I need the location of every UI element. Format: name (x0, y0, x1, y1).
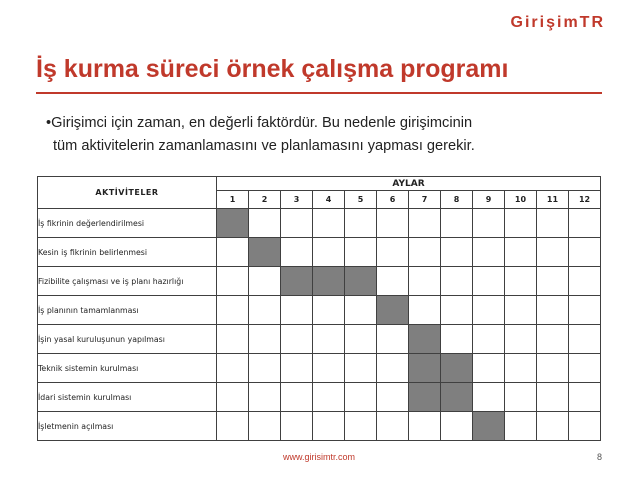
brand-logo-text: GirişimTR (510, 14, 605, 31)
table-row (38, 325, 601, 354)
gantt-empty-cell (569, 238, 601, 267)
gantt-empty-cell (537, 296, 569, 325)
activity-label: İdari sistemin kurulması (38, 383, 217, 412)
gantt-empty-cell (345, 354, 377, 383)
gantt-empty-cell (409, 238, 441, 267)
gantt-empty-cell (217, 383, 249, 412)
table-row (38, 267, 601, 296)
gantt-empty-cell (537, 238, 569, 267)
gantt-empty-cell (345, 383, 377, 412)
gantt-empty-cell (409, 209, 441, 238)
gantt-empty-cell (441, 296, 473, 325)
table-row (38, 238, 601, 267)
activity-label: İş planının tamamlanması (38, 296, 217, 325)
month-header-12: 12 (569, 191, 601, 209)
gantt-empty-cell (569, 296, 601, 325)
gantt-empty-cell (473, 267, 505, 296)
gantt-empty-cell (249, 325, 281, 354)
gantt-bar-cell (249, 238, 281, 267)
gantt-bar-cell (441, 354, 473, 383)
gantt-empty-cell (569, 209, 601, 238)
gantt-bar-cell (441, 383, 473, 412)
activities-header: AKTİVİTELER (38, 177, 217, 209)
month-header-8: 8 (441, 191, 473, 209)
gantt-empty-cell (377, 354, 409, 383)
gantt-empty-cell (505, 238, 537, 267)
gantt-empty-cell (441, 325, 473, 354)
gantt-empty-cell (505, 354, 537, 383)
gantt-empty-cell (377, 412, 409, 441)
gantt-empty-cell (377, 209, 409, 238)
gantt-empty-cell (537, 209, 569, 238)
table-row (38, 209, 601, 238)
activity-label: İş fikrinin değerlendirilmesi (38, 209, 217, 238)
gantt-empty-cell (313, 296, 345, 325)
gantt-empty-cell (441, 267, 473, 296)
gantt-bar-cell (217, 209, 249, 238)
activity-label: İşletmenin açılması (38, 412, 217, 441)
gantt-bar-cell (409, 325, 441, 354)
footer-url: www.girisimtr.com (282, 452, 355, 462)
gantt-empty-cell (313, 209, 345, 238)
gantt-empty-cell (409, 296, 441, 325)
gantt-empty-cell (345, 209, 377, 238)
gantt-empty-cell (217, 354, 249, 383)
month-header-2: 2 (249, 191, 281, 209)
gantt-empty-cell (409, 412, 441, 441)
gantt-empty-cell (281, 296, 313, 325)
slide-title: İş kurma süreci örnek çalışma programı (36, 55, 509, 83)
gantt-empty-cell (313, 325, 345, 354)
month-header-11: 11 (537, 191, 569, 209)
gantt-empty-cell (473, 209, 505, 238)
month-header-5: 5 (345, 191, 377, 209)
gantt-empty-cell (345, 325, 377, 354)
gantt-bar-cell (313, 267, 345, 296)
gantt-empty-cell (249, 412, 281, 441)
gantt-empty-cell (505, 296, 537, 325)
gantt-empty-cell (377, 325, 409, 354)
gantt-empty-cell (377, 238, 409, 267)
month-header-4: 4 (313, 191, 345, 209)
activity-label: İşin yasal kuruluşunun yapılması (38, 325, 217, 354)
gantt-empty-cell (377, 383, 409, 412)
page-number: 8 (596, 452, 602, 462)
month-header-9: 9 (473, 191, 505, 209)
month-header-1: 1 (217, 191, 249, 209)
gantt-empty-cell (249, 354, 281, 383)
gantt-bar-cell (281, 267, 313, 296)
gantt-empty-cell (313, 412, 345, 441)
gantt-empty-cell (537, 325, 569, 354)
bullet-line-2: tüm aktivitelerin zamanlamasını ve planlamasını yapması gerekir. (53, 138, 475, 154)
gantt-empty-cell (217, 296, 249, 325)
gantt-empty-cell (473, 354, 505, 383)
gantt-empty-cell (505, 209, 537, 238)
gantt-empty-cell (217, 267, 249, 296)
gantt-empty-cell (441, 412, 473, 441)
gantt-empty-cell (569, 325, 601, 354)
gantt-empty-cell (505, 383, 537, 412)
gantt-empty-cell (313, 238, 345, 267)
gantt-bar-cell (345, 267, 377, 296)
gantt-empty-cell (313, 354, 345, 383)
activity-label: Fizibilite çalışması ve iş planı hazırlığı (38, 267, 217, 296)
gantt-empty-cell (217, 325, 249, 354)
gantt-empty-cell (281, 238, 313, 267)
gantt-empty-cell (313, 383, 345, 412)
gantt-empty-cell (249, 267, 281, 296)
gantt-empty-cell (473, 383, 505, 412)
gantt-empty-cell (505, 412, 537, 441)
gantt-empty-cell (345, 296, 377, 325)
gantt-empty-cell (345, 412, 377, 441)
gantt-empty-cell (473, 296, 505, 325)
gantt-body (38, 209, 601, 441)
month-header-3: 3 (281, 191, 313, 209)
gantt-empty-cell (281, 354, 313, 383)
gantt-empty-cell (281, 412, 313, 441)
gantt-empty-cell (281, 325, 313, 354)
title-divider (36, 92, 602, 94)
month-header-7: 7 (409, 191, 441, 209)
gantt-empty-cell (569, 267, 601, 296)
table-row (38, 412, 601, 441)
gantt-empty-cell (537, 354, 569, 383)
gantt-empty-cell (537, 267, 569, 296)
gantt-empty-cell (281, 209, 313, 238)
table-row (38, 383, 601, 412)
activity-label: Teknik sistemin kurulması (38, 354, 217, 383)
gantt-empty-cell (441, 209, 473, 238)
gantt-empty-cell (377, 267, 409, 296)
gantt-empty-cell (473, 238, 505, 267)
gantt-bar-cell (473, 412, 505, 441)
bullet-line-1: •Girişimci için zaman, en değerli faktördür. Bu nedenle girişimcinin (46, 115, 473, 131)
gantt-empty-cell (249, 209, 281, 238)
gantt-empty-cell (569, 354, 601, 383)
gantt-empty-cell (281, 383, 313, 412)
month-header-10: 10 (505, 191, 537, 209)
table-row (38, 354, 601, 383)
gantt-empty-cell (569, 412, 601, 441)
gantt-bar-cell (377, 296, 409, 325)
gantt-table (37, 176, 601, 441)
gantt-bar-cell (409, 354, 441, 383)
table-row (38, 296, 601, 325)
gantt-empty-cell (249, 296, 281, 325)
gantt-empty-cell (345, 238, 377, 267)
gantt-empty-cell (409, 267, 441, 296)
gantt-empty-cell (537, 383, 569, 412)
activity-label: Kesin iş fikrinin belirlenmesi (38, 238, 217, 267)
gantt-empty-cell (249, 383, 281, 412)
bullet-text (46, 112, 606, 158)
gantt-empty-cell (473, 325, 505, 354)
gantt-empty-cell (217, 238, 249, 267)
gantt-empty-cell (441, 238, 473, 267)
gantt-bar-cell (409, 383, 441, 412)
month-header-6: 6 (377, 191, 409, 209)
gantt-empty-cell (505, 325, 537, 354)
gantt-empty-cell (537, 412, 569, 441)
months-header: AYLAR (217, 177, 601, 191)
gantt-empty-cell (505, 267, 537, 296)
gantt-empty-cell (217, 412, 249, 441)
gantt-empty-cell (569, 383, 601, 412)
